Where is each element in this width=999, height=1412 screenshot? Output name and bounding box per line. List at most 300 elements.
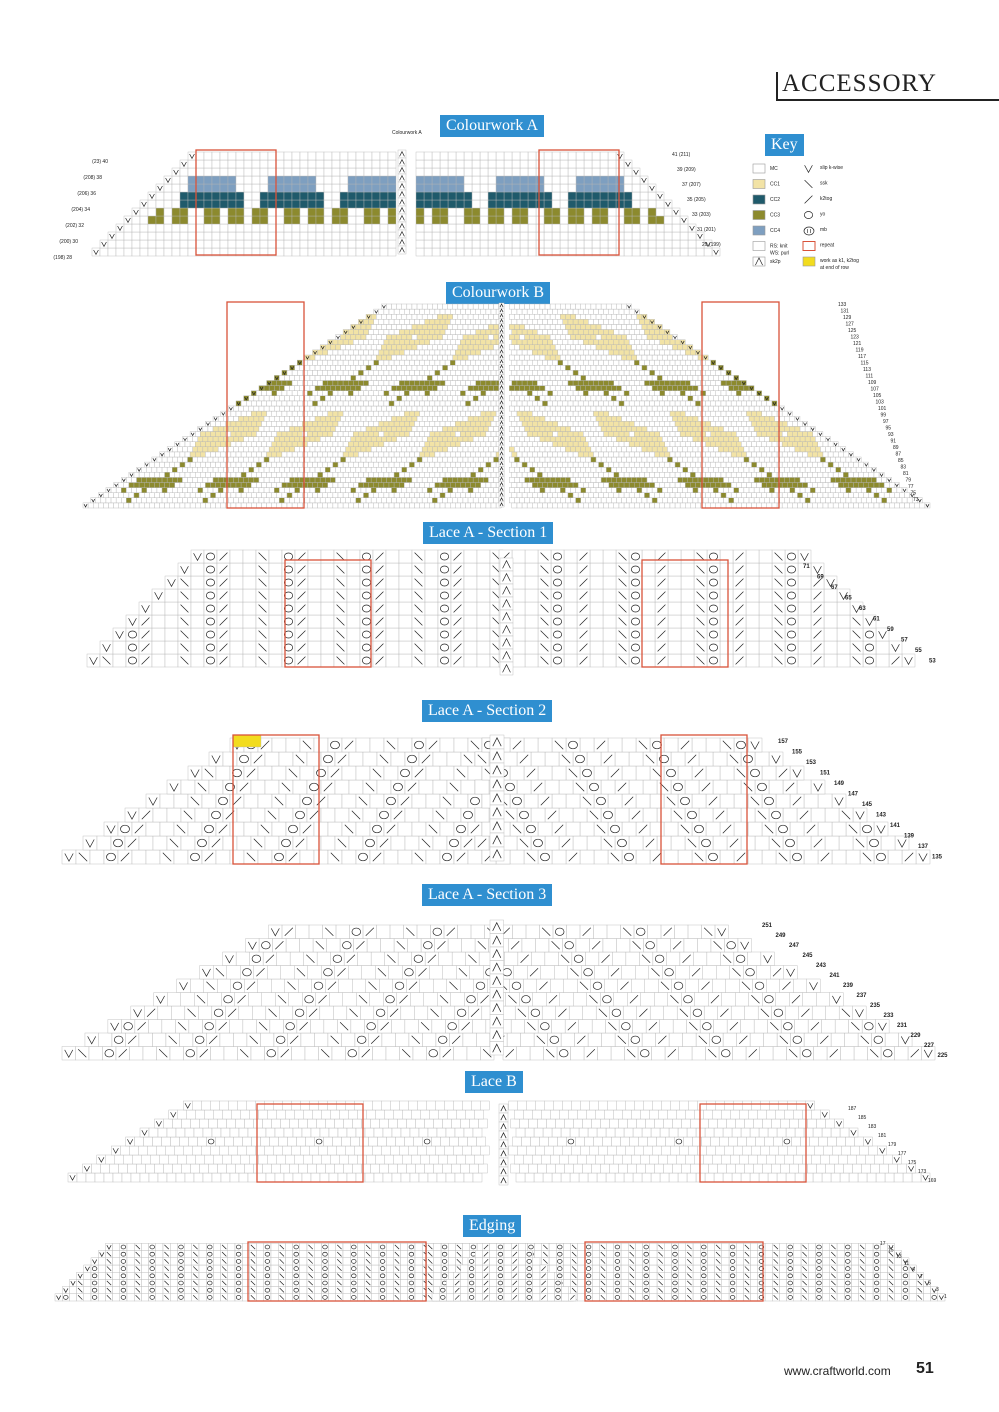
colourwork-b-right-cell	[642, 396, 647, 401]
colourwork-a-left-cell	[244, 152, 252, 160]
colourwork-b-left-cell	[397, 355, 402, 360]
colourwork-a-left-cell	[228, 216, 236, 224]
colourwork-a-left-cell	[204, 224, 212, 232]
colourwork-b-left-cell	[381, 416, 386, 421]
colourwork-b-left-cell	[167, 457, 172, 462]
colourwork-a-right-cell	[632, 208, 640, 216]
colourwork-b-left-cell	[460, 411, 465, 416]
colourwork-b-right-cell	[535, 447, 540, 452]
colourwork-b-left-cell	[466, 319, 471, 324]
colourwork-b-left-cell	[221, 493, 226, 498]
colourwork-a-left-cell	[252, 152, 260, 160]
colourwork-a-right-cell	[440, 152, 448, 160]
colourwork-a-left-cell	[156, 216, 164, 224]
colourwork-b-right-cell	[660, 381, 665, 386]
colourwork-b-right-cell	[530, 437, 535, 442]
colourwork-a-right-cell	[560, 240, 568, 248]
colourwork-b-right-cell	[792, 462, 797, 467]
colourwork-b-left-cell	[267, 462, 272, 467]
colourwork-b-right-cell	[734, 447, 739, 452]
colourwork-a-left-cell	[284, 176, 292, 184]
colourwork-b-left-cell	[328, 472, 333, 477]
colourwork-b-right-cell	[672, 345, 677, 350]
colourwork-b-right-cell	[726, 432, 731, 437]
colourwork-a-left-cell	[116, 232, 124, 240]
colourwork-b-left-cell	[346, 437, 351, 442]
colourwork-b-left-cell	[437, 314, 442, 319]
colourwork-b-left-cell	[364, 360, 369, 365]
colourwork-b-left-cell	[463, 386, 468, 391]
colourwork-b-right-cell	[512, 503, 517, 508]
colourwork-b-left-cell	[353, 381, 358, 386]
colourwork-b-right-cell	[652, 345, 657, 350]
colourwork-b-left-cell	[251, 462, 256, 467]
colourwork-b-right-cell	[639, 370, 644, 375]
colourwork-b-right-cell	[593, 432, 598, 437]
colourwork-b-left-cell	[481, 360, 486, 365]
colourwork-b-left-cell	[483, 314, 488, 319]
colourwork-b-left-cell	[233, 488, 238, 493]
colourwork-b-right-cell	[675, 370, 680, 375]
colourwork-b-right-cell	[553, 391, 558, 396]
colourwork-b-right-cell	[739, 416, 744, 421]
colourwork-b-left-cell	[157, 498, 162, 503]
colourwork-b-left-cell	[488, 437, 493, 442]
colourwork-b-right-cell	[701, 360, 706, 365]
colourwork-b-right-cell	[764, 416, 769, 421]
colourwork-b-left-cell	[402, 355, 407, 360]
colourwork-a-right-cell	[472, 176, 480, 184]
colourwork-a-right-cell	[608, 152, 616, 160]
colourwork-b-right-cell	[739, 437, 744, 442]
colourwork-b-left-cell	[384, 401, 389, 406]
colourwork-b-right-cell	[545, 386, 550, 391]
colourwork-b-left-cell	[305, 396, 310, 401]
colourwork-b-right-cell	[616, 477, 621, 482]
colourwork-b-left-cell	[494, 488, 499, 493]
colourwork-b-right-cell	[688, 488, 693, 493]
colourwork-b-left-cell	[351, 477, 356, 482]
colourwork-b-left-cell	[318, 360, 323, 365]
colourwork-b-right-cell	[815, 488, 820, 493]
colourwork-b-left-cell	[409, 319, 414, 324]
colourwork-b-left-cell	[453, 335, 458, 340]
colourwork-b-left-cell	[488, 498, 493, 503]
colourwork-b-right-cell	[550, 355, 555, 360]
colourwork-a-right-cell	[632, 184, 640, 192]
colourwork-b-left-cell	[279, 467, 284, 472]
colourwork-b-right-cell	[662, 447, 667, 452]
colourwork-b-right-cell	[548, 483, 553, 488]
colourwork-b-left-cell	[272, 462, 277, 467]
colourwork-a-right-cell	[488, 232, 496, 240]
colourwork-b-right-cell	[588, 503, 593, 508]
colourwork-b-right-cell	[563, 411, 568, 416]
colourwork-b-right-cell	[522, 432, 527, 437]
colourwork-b-left-cell	[443, 345, 448, 350]
colourwork-b-left-cell	[488, 467, 493, 472]
colourwork-b-right-cell	[848, 472, 853, 477]
colourwork-b-right-cell	[514, 365, 519, 370]
colourwork-b-right-cell	[604, 493, 609, 498]
colourwork-b-left-cell	[481, 442, 486, 447]
colourwork-b-left-cell	[356, 396, 361, 401]
colourwork-b-left-cell	[358, 462, 363, 467]
colourwork-b-left-cell	[415, 483, 420, 488]
colourwork-b-left-cell	[297, 391, 302, 396]
colourwork-b-left-cell	[384, 340, 389, 345]
colourwork-b-left-cell	[236, 483, 241, 488]
colourwork-b-left-cell	[402, 345, 407, 350]
colourwork-a-left-cell	[228, 152, 236, 160]
colourwork-b-right-cell	[695, 401, 700, 406]
colourwork-a-right-cell	[568, 232, 576, 240]
colourwork-b-left-cell	[460, 401, 465, 406]
colourwork-a-left-cell	[300, 240, 308, 248]
colourwork-a-right-cell	[568, 208, 576, 216]
colourwork-b-left-cell	[448, 406, 453, 411]
colourwork-a-left-cell	[284, 224, 292, 232]
colourwork-b-left-cell	[450, 319, 455, 324]
colourwork-b-left-cell	[279, 488, 284, 493]
colourwork-b-right-cell	[578, 421, 583, 426]
colourwork-b-right-cell	[718, 457, 723, 462]
colourwork-b-left-cell	[274, 426, 279, 431]
colourwork-a-left-cell	[292, 208, 300, 216]
colourwork-a-right-cell	[496, 240, 504, 248]
colourwork-b-right-cell	[701, 442, 706, 447]
colourwork-b-left-cell	[483, 396, 488, 401]
colourwork-b-left-cell	[448, 355, 453, 360]
colourwork-b-left-cell	[315, 426, 320, 431]
colourwork-a-right-cell	[544, 200, 552, 208]
colourwork-b-left-cell	[325, 467, 330, 472]
colourwork-b-left-cell	[353, 472, 358, 477]
colourwork-b-right-cell	[662, 396, 667, 401]
colourwork-b-left-cell	[425, 381, 430, 386]
colourwork-b-left-cell	[315, 375, 320, 380]
colourwork-b-right-cell	[688, 477, 693, 482]
colourwork-b-left-cell	[320, 488, 325, 493]
colourwork-b-right-cell	[553, 503, 558, 508]
colourwork-a-left-cell	[268, 152, 276, 160]
colourwork-b-right-cell	[573, 472, 578, 477]
colourwork-b-right-cell	[723, 386, 728, 391]
colourwork-a-left-cell	[196, 176, 204, 184]
colourwork-b-right-cell	[833, 462, 838, 467]
colourwork-b-right-cell	[785, 416, 790, 421]
colourwork-b-right-cell	[655, 370, 660, 375]
colourwork-b-left-cell	[404, 330, 409, 335]
colourwork-b-right-cell	[599, 432, 604, 437]
colourwork-b-right-cell	[632, 396, 637, 401]
colourwork-b-right-cell	[856, 498, 861, 503]
colourwork-b-left-cell	[404, 340, 409, 345]
colourwork-b-right-cell	[683, 416, 688, 421]
colourwork-b-right-cell	[637, 447, 642, 452]
colourwork-a-right-cell	[616, 208, 624, 216]
colourwork-b-right-cell	[718, 375, 723, 380]
colourwork-b-left-cell	[481, 503, 486, 508]
colourwork-b-left-cell	[114, 493, 119, 498]
colourwork-b-right-cell	[657, 437, 662, 442]
colourwork-b-left-cell	[425, 330, 430, 335]
colourwork-b-right-cell	[570, 365, 575, 370]
colourwork-b-right-cell	[752, 462, 757, 467]
colourwork-b-right-cell	[769, 426, 774, 431]
colourwork-b-left-cell	[341, 498, 346, 503]
colourwork-b-right-cell	[823, 442, 828, 447]
colourwork-b-right-cell	[759, 457, 764, 462]
colourwork-b-right-cell	[657, 477, 662, 482]
colourwork-b-left-cell	[481, 330, 486, 335]
colourwork-b-left-cell	[376, 488, 381, 493]
colourwork-b-right-cell	[757, 411, 762, 416]
colourwork-b-left-cell	[453, 457, 458, 462]
colourwork-b-right-cell	[764, 447, 769, 452]
colourwork-b-right-cell	[871, 498, 876, 503]
colourwork-b-left-cell	[407, 447, 412, 452]
colourwork-b-left-cell	[325, 457, 330, 462]
colourwork-b-left-cell	[361, 488, 366, 493]
colourwork-b-left-cell	[211, 503, 216, 508]
colourwork-b-right-cell	[708, 467, 713, 472]
colourwork-b-left-cell	[295, 396, 300, 401]
colourwork-b-left-cell	[325, 416, 330, 421]
colourwork-b-right-cell	[678, 488, 683, 493]
colourwork-b-right-cell	[683, 386, 688, 391]
colourwork-b-left-cell	[374, 360, 379, 365]
colourwork-b-right-cell	[782, 462, 787, 467]
colourwork-b-right-cell	[601, 416, 606, 421]
colourwork-b-left-cell	[353, 401, 358, 406]
colourwork-b-right-cell	[718, 498, 723, 503]
colourwork-b-left-cell	[471, 360, 476, 365]
colourwork-a-right-cell	[600, 240, 608, 248]
colourwork-a-right-cell	[520, 168, 528, 176]
colourwork-a-right-cell	[624, 224, 632, 232]
colourwork-b-right-cell	[683, 457, 688, 462]
colourwork-b-left-cell	[162, 457, 167, 462]
colourwork-a-right-cell	[600, 152, 608, 160]
colourwork-b-right-cell	[616, 406, 621, 411]
colourwork-a-left-cell	[156, 224, 164, 232]
colourwork-b-right-cell	[570, 437, 575, 442]
colourwork-b-right-cell	[683, 396, 688, 401]
colourwork-b-left-cell	[473, 457, 478, 462]
colourwork-b-right-cell	[797, 421, 802, 426]
colourwork-b-left-cell	[366, 426, 371, 431]
colourwork-a-left-cell	[268, 240, 276, 248]
colourwork-b-right-cell	[739, 457, 744, 462]
colourwork-a-right-cell	[480, 160, 488, 168]
colourwork-b-right-cell	[514, 396, 519, 401]
colourwork-b-right-cell	[637, 365, 642, 370]
colourwork-b-left-cell	[386, 335, 391, 340]
colourwork-b-right-cell	[670, 421, 675, 426]
colourwork-b-left-cell	[267, 472, 272, 477]
colourwork-b-right-cell	[542, 472, 547, 477]
colourwork-b-left-cell	[338, 462, 343, 467]
colourwork-b-left-cell	[425, 472, 430, 477]
colourwork-b-right-cell	[532, 421, 537, 426]
colourwork-b-left-cell	[172, 477, 177, 482]
colourwork-b-right-cell	[848, 462, 853, 467]
colourwork-b-right-cell	[675, 483, 680, 488]
colourwork-b-right-cell	[616, 467, 621, 472]
colourwork-b-left-cell	[182, 467, 187, 472]
colourwork-b-left-cell	[460, 472, 465, 477]
colourwork-b-right-cell	[846, 457, 851, 462]
colourwork-b-left-cell	[453, 396, 458, 401]
colourwork-b-left-cell	[305, 386, 310, 391]
colourwork-b-right-cell	[825, 488, 830, 493]
colourwork-a-right-cell	[448, 208, 456, 216]
colourwork-a-right-cell	[640, 200, 648, 208]
colourwork-b-left-cell	[417, 365, 422, 370]
page-section-title: ACCESSORY	[782, 70, 937, 97]
colourwork-a-right-cell	[528, 216, 536, 224]
colourwork-a-right-cell	[464, 248, 472, 256]
colourwork-b-left-cell	[233, 477, 238, 482]
colourwork-b-right-cell	[632, 345, 637, 350]
colourwork-a-left-cell	[340, 232, 348, 240]
colourwork-b-right-cell	[624, 381, 629, 386]
colourwork-b-right-cell	[708, 386, 713, 391]
colourwork-b-left-cell	[392, 467, 397, 472]
colourwork-b-right-cell	[680, 381, 685, 386]
colourwork-b-right-cell	[711, 503, 716, 508]
colourwork-a-right-cell	[608, 176, 616, 184]
colourwork-b-left-cell	[386, 477, 391, 482]
colourwork-b-left-cell	[392, 426, 397, 431]
colourwork-b-left-cell	[458, 426, 463, 431]
colourwork-b-right-cell	[752, 432, 757, 437]
colourwork-b-right-cell	[517, 452, 522, 457]
colourwork-b-left-cell	[491, 442, 496, 447]
colourwork-b-left-cell	[195, 493, 200, 498]
colourwork-b-left-cell	[290, 437, 295, 442]
colourwork-b-left-cell	[466, 381, 471, 386]
colourwork-b-left-cell	[471, 330, 476, 335]
colourwork-b-right-cell	[752, 411, 757, 416]
colourwork-b-right-cell	[749, 426, 754, 431]
colourwork-a-left-cell	[340, 168, 348, 176]
colourwork-b-left-cell	[233, 457, 238, 462]
colourwork-b-right-cell	[739, 426, 744, 431]
colourwork-a-left-cell	[228, 192, 236, 200]
colourwork-b-right-cell	[652, 386, 657, 391]
colourwork-b-left-cell	[341, 375, 346, 380]
colourwork-b-left-cell	[343, 503, 348, 508]
colourwork-b-right-cell	[767, 462, 772, 467]
colourwork-a-right-cell	[656, 200, 664, 208]
colourwork-a-left-cell	[372, 224, 380, 232]
colourwork-b-right-cell	[512, 452, 517, 457]
colourwork-b-left-cell	[318, 483, 323, 488]
colourwork-b-right-cell	[570, 386, 575, 391]
colourwork-b-left-cell	[371, 477, 376, 482]
colourwork-b-left-cell	[399, 370, 404, 375]
colourwork-b-left-cell	[290, 498, 295, 503]
colourwork-b-left-cell	[412, 304, 417, 309]
colourwork-b-right-cell	[593, 370, 598, 375]
colourwork-a-left-cell	[364, 184, 372, 192]
colourwork-b-left-cell	[376, 437, 381, 442]
colourwork-b-right-cell	[815, 477, 820, 482]
colourwork-b-right-cell	[723, 457, 728, 462]
colourwork-b-left-cell	[481, 462, 486, 467]
colourwork-b-right-cell	[530, 426, 535, 431]
colourwork-b-right-cell	[795, 467, 800, 472]
colourwork-b-left-cell	[335, 477, 340, 482]
colourwork-b-right-cell	[729, 386, 734, 391]
colourwork-b-left-cell	[315, 498, 320, 503]
colourwork-b-right-cell	[644, 493, 649, 498]
colourwork-b-left-cell	[277, 432, 282, 437]
colourwork-a-left-cell	[244, 224, 252, 232]
colourwork-a-left-cell	[108, 248, 116, 256]
colourwork-b-right-cell	[749, 437, 754, 442]
colourwork-b-left-cell	[491, 370, 496, 375]
colourwork-b-left-cell	[129, 503, 134, 508]
colourwork-a-left-cell	[348, 224, 356, 232]
colourwork-b-left-cell	[228, 467, 233, 472]
colourwork-b-left-cell	[287, 391, 292, 396]
colourwork-a-left-cell	[212, 192, 220, 200]
colourwork-b-right-cell	[706, 421, 711, 426]
colourwork-b-left-cell	[318, 421, 323, 426]
colourwork-a-right-cell	[552, 152, 560, 160]
colourwork-b-right-cell	[578, 472, 583, 477]
colourwork-b-left-cell	[435, 309, 440, 314]
colourwork-b-left-cell	[211, 462, 216, 467]
colourwork-b-right-cell	[634, 360, 639, 365]
colourwork-b-left-cell	[494, 426, 499, 431]
colourwork-b-left-cell	[251, 442, 256, 447]
colourwork-b-right-cell	[514, 477, 519, 482]
colourwork-b-right-cell	[611, 467, 616, 472]
colourwork-b-right-cell	[509, 375, 514, 380]
colourwork-a-left-cell	[292, 152, 300, 160]
colourwork-a-left-cell	[364, 216, 372, 224]
colourwork-b-left-cell	[417, 345, 422, 350]
colourwork-b-right-cell	[729, 416, 734, 421]
colourwork-a-left-cell	[268, 216, 276, 224]
colourwork-b-right-cell	[787, 503, 792, 508]
colourwork-b-left-cell	[134, 503, 139, 508]
colourwork-b-right-cell	[660, 421, 665, 426]
colourwork-a-right-cell	[584, 160, 592, 168]
colourwork-b-left-cell	[364, 340, 369, 345]
colourwork-b-left-cell	[338, 472, 343, 477]
colourwork-b-left-cell	[346, 426, 351, 431]
colourwork-b-left-cell	[320, 386, 325, 391]
colourwork-b-right-cell	[665, 360, 670, 365]
colourwork-b-left-cell	[277, 493, 282, 498]
colourwork-b-left-cell	[476, 462, 481, 467]
colourwork-b-right-cell	[780, 447, 785, 452]
colourwork-b-left-cell	[448, 375, 453, 380]
colourwork-b-right-cell	[519, 375, 524, 380]
colourwork-b-right-cell	[721, 483, 726, 488]
colourwork-b-left-cell	[264, 396, 269, 401]
colourwork-b-left-cell	[218, 447, 223, 452]
colourwork-b-right-cell	[606, 345, 611, 350]
colourwork-a-left-cell	[276, 168, 284, 176]
colourwork-b-right-cell	[744, 467, 749, 472]
colourwork-b-right-cell	[734, 406, 739, 411]
